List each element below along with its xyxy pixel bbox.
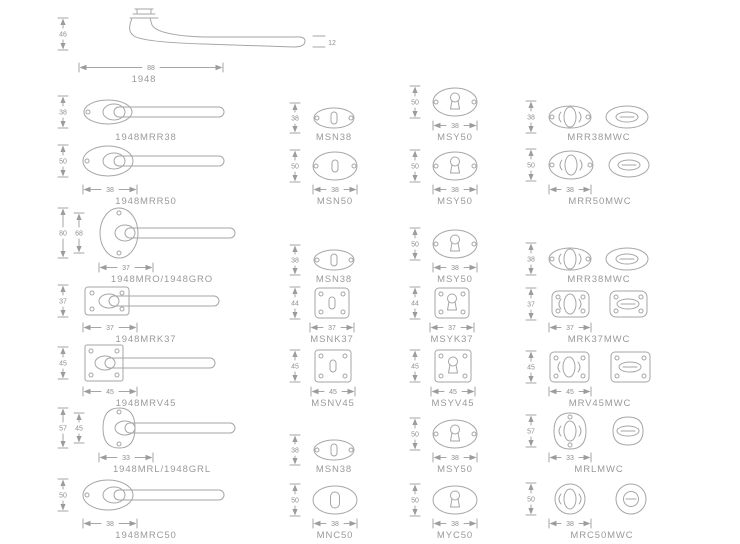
vertical-dimension — [288, 102, 302, 134]
esc-key-oval-38-drawing — [306, 436, 362, 464]
item-label: 1948MRO/1948GRO — [110, 274, 214, 285]
svg-text:38: 38 — [451, 455, 459, 462]
horizontal-dimension — [432, 262, 478, 273]
lever-square-37-drawing — [74, 281, 238, 321]
horizontal-dimension — [82, 322, 138, 333]
vertical-dimensions — [288, 104, 302, 132]
svg-text:45: 45 — [527, 364, 535, 372]
item-label: MSY50 — [437, 196, 473, 207]
svg-text:38: 38 — [331, 521, 339, 528]
vertical-dimension — [524, 100, 538, 134]
catalog-item — [56, 208, 288, 286]
wc-square-37-drawing — [542, 287, 656, 321]
vertical-dimensions — [56, 341, 70, 385]
horizontal-dimension — [432, 184, 478, 195]
item-label: MSNV45 — [311, 398, 355, 409]
svg-text:44: 44 — [411, 300, 419, 308]
catalog-item — [408, 410, 524, 476]
vertical-dimension — [524, 148, 538, 182]
item-label: MRR38MWC — [567, 132, 631, 143]
vertical-dimensions — [56, 205, 86, 261]
vertical-dimension — [524, 414, 538, 448]
esc-cyl-oval-50-drawing — [426, 417, 484, 451]
catalog-item — [408, 208, 524, 286]
catalog-item — [524, 346, 724, 410]
catalog-item — [408, 144, 524, 208]
catalog-item — [408, 476, 524, 542]
vertical-dimensions — [524, 411, 538, 451]
vertical-dimensions — [408, 483, 422, 517]
vertical-dimensions — [524, 147, 538, 183]
vertical-dimension — [408, 483, 422, 517]
horizontal-dimension — [432, 518, 478, 529]
item-label: MSYK37 — [430, 334, 474, 345]
vertical-dimension — [56, 95, 70, 129]
vertical-dimensions — [408, 227, 422, 261]
item-label: MRR38MWC — [567, 274, 631, 285]
item-label: 1948MRC50 — [115, 530, 177, 541]
catalog-item — [56, 346, 288, 410]
svg-text:38: 38 — [566, 521, 574, 528]
lever-round-50-drawing — [74, 139, 238, 183]
vertical-dimensions — [288, 347, 302, 385]
vertical-dimension — [288, 149, 302, 183]
item-label: MSN38 — [315, 132, 353, 143]
vertical-dimension — [288, 483, 302, 517]
vertical-dimension — [524, 350, 538, 384]
svg-text:80: 80 — [59, 230, 67, 238]
catalog-item — [56, 476, 288, 542]
svg-text:45: 45 — [291, 363, 299, 371]
vertical-dimensions — [408, 285, 422, 321]
svg-text:38: 38 — [451, 187, 459, 194]
item-label: MSN50 — [316, 196, 354, 207]
svg-text:38: 38 — [566, 187, 574, 194]
vertical-dimensions — [56, 405, 86, 451]
svg-text:38: 38 — [331, 187, 339, 194]
svg-text:37: 37 — [106, 325, 114, 332]
vertical-dimension — [408, 417, 422, 451]
svg-text:45: 45 — [566, 389, 574, 396]
svg-text:50: 50 — [527, 162, 535, 170]
lever-square-45-drawing — [74, 341, 238, 385]
vertical-dimension — [72, 212, 86, 254]
svg-text:45: 45 — [411, 363, 419, 371]
horizontal-dimension — [430, 386, 476, 397]
svg-text:45: 45 — [329, 389, 337, 396]
esc-key-plain-50-drawing — [306, 483, 364, 517]
svg-text:50: 50 — [411, 431, 419, 439]
esc-cyl-square-44-drawing — [426, 285, 478, 321]
item-label: MNC50 — [316, 530, 354, 541]
horizontal-dimension — [432, 120, 478, 131]
vertical-dimension — [56, 478, 70, 512]
svg-text:38: 38 — [451, 521, 459, 528]
item-label: 1948MRR50 — [115, 196, 177, 207]
item-label: 1948MRK37 — [115, 334, 177, 345]
svg-text:38: 38 — [291, 115, 299, 123]
wc-square-45-drawing — [542, 349, 658, 385]
lever-round-50-drawing — [74, 473, 238, 517]
svg-text:37: 37 — [59, 298, 67, 306]
catalog-item — [56, 86, 288, 144]
catalog-item — [524, 476, 724, 542]
item-label: 1948 — [131, 74, 157, 85]
lever-clover-drawing — [90, 405, 254, 451]
vertical-dimensions — [288, 436, 302, 464]
vertical-dimensions — [524, 481, 538, 517]
catalog-item — [408, 86, 524, 144]
svg-text:50: 50 — [411, 99, 419, 107]
horizontal-dimension — [309, 322, 355, 333]
item-label: MSY50 — [437, 132, 473, 143]
svg-text:38: 38 — [106, 521, 114, 528]
horizontal-dimension — [432, 452, 478, 463]
vertical-dimension — [408, 349, 422, 383]
vertical-dimension — [408, 85, 422, 119]
svg-text:38: 38 — [59, 109, 67, 117]
svg-text:50: 50 — [59, 158, 67, 166]
catalog-item — [408, 346, 524, 410]
svg-text:38: 38 — [527, 256, 535, 264]
esc-cyl-square-45-drawing — [426, 347, 480, 385]
wc-oval-38-drawing — [542, 102, 656, 132]
vertical-dimensions — [56, 7, 70, 61]
svg-text:33: 33 — [122, 455, 130, 462]
svg-text:45: 45 — [59, 360, 67, 368]
esc-key-square-45-drawing — [306, 347, 360, 385]
esc-key-oval-50-drawing — [306, 149, 364, 183]
vertical-dimensions — [408, 347, 422, 385]
horizontal-dimension — [312, 184, 358, 195]
vertical-dimension — [408, 286, 422, 320]
item-label: 1948MRR38 — [115, 132, 177, 143]
horizontal-dimension — [310, 386, 356, 397]
vertical-dimension — [56, 17, 70, 51]
catalog-item — [288, 476, 408, 542]
svg-text:50: 50 — [411, 163, 419, 171]
vertical-dimensions — [408, 85, 422, 119]
horizontal-dimension — [312, 518, 358, 529]
item-label: 1948MRL/1948GRL — [113, 464, 211, 475]
catalog-item — [524, 410, 724, 476]
vertical-dimension — [524, 242, 538, 276]
vertical-dimensions — [288, 149, 302, 183]
esc-key-square-44-drawing — [306, 285, 358, 321]
svg-text:50: 50 — [411, 497, 419, 505]
item-label: MRLMWC — [574, 464, 624, 475]
vertical-dimensions — [56, 281, 70, 321]
item-label: MSY50 — [437, 464, 473, 475]
horizontal-dimension — [548, 184, 592, 195]
svg-text:37: 37 — [328, 325, 336, 332]
horizontal-dimension — [82, 386, 138, 397]
catalog-item — [288, 208, 408, 286]
catalog-header-item — [56, 6, 740, 86]
svg-text:46: 46 — [59, 31, 67, 39]
item-label: MRK37MWC — [567, 334, 631, 345]
wc-oval-50-drawing — [542, 147, 658, 183]
svg-text:38: 38 — [106, 187, 114, 194]
item-label: MSN38 — [315, 274, 353, 285]
svg-text:50: 50 — [411, 241, 419, 249]
vertical-dimension — [56, 144, 70, 178]
vertical-dimensions — [288, 285, 302, 321]
svg-text:45: 45 — [75, 425, 83, 433]
horizontal-dimension — [82, 518, 138, 529]
handle-profile-drawing — [74, 7, 342, 61]
catalog-grid — [56, 86, 740, 542]
wc-clover-drawing — [542, 411, 656, 451]
item-label: MRV45MWC — [568, 398, 632, 409]
catalog-item — [288, 86, 408, 144]
esc-key-oval-38-drawing — [306, 104, 362, 132]
catalog-item — [56, 410, 288, 476]
vertical-dimensions — [524, 287, 538, 321]
horizontal-dimension — [548, 452, 592, 463]
svg-text:57: 57 — [527, 428, 535, 436]
wc-oval-38-drawing — [542, 244, 656, 274]
vertical-dimensions — [524, 244, 538, 274]
svg-text:50: 50 — [59, 492, 67, 500]
svg-text:38: 38 — [451, 123, 459, 130]
svg-text:37: 37 — [122, 265, 130, 272]
horizontal-dimension — [82, 184, 138, 195]
catalog-item — [56, 6, 740, 86]
lever-oval-drawing — [90, 205, 254, 261]
vertical-dimension — [288, 244, 302, 276]
horizontal-dimension — [548, 386, 592, 397]
catalog-item — [408, 286, 524, 346]
svg-text:38: 38 — [451, 265, 459, 272]
svg-text:45: 45 — [449, 389, 457, 396]
vertical-dimensions — [408, 417, 422, 451]
svg-text:12: 12 — [328, 40, 336, 47]
vertical-dimension — [56, 284, 70, 318]
item-label: 1948MRV45 — [115, 398, 177, 409]
catalog-item — [56, 144, 288, 208]
svg-text:88: 88 — [147, 65, 155, 72]
wc-round-50-drawing — [542, 481, 662, 517]
vertical-dimension — [72, 412, 86, 444]
item-label: MYC50 — [436, 530, 474, 541]
horizontal-dimension — [78, 62, 224, 73]
vertical-dimensions — [524, 102, 538, 132]
vertical-dimensions — [288, 483, 302, 517]
svg-text:38: 38 — [291, 447, 299, 455]
svg-text:37: 37 — [448, 325, 456, 332]
esc-key-oval-38-drawing — [306, 246, 362, 274]
svg-text:50: 50 — [291, 163, 299, 171]
item-label: MRC50MWC — [570, 530, 634, 541]
svg-text:37: 37 — [527, 301, 535, 309]
vertical-dimensions — [524, 349, 538, 385]
svg-text:45: 45 — [106, 389, 114, 396]
vertical-dimensions — [56, 473, 70, 517]
item-label: MSY50 — [437, 274, 473, 285]
vertical-dimension — [288, 349, 302, 383]
horizontal-dimension — [548, 518, 592, 529]
item-label: MRR50MWC — [568, 196, 632, 207]
vertical-dimension — [288, 434, 302, 466]
svg-text:50: 50 — [291, 497, 299, 505]
catalog-item — [524, 208, 724, 286]
catalog-item — [288, 286, 408, 346]
esc-cyl-oval-50-drawing — [426, 85, 484, 119]
vertical-dimensions — [56, 92, 70, 132]
svg-text:50: 50 — [527, 496, 535, 504]
vertical-dimension — [524, 287, 538, 321]
vertical-dimension — [56, 207, 70, 259]
catalog-item — [288, 144, 408, 208]
item-label: MSN38 — [315, 464, 353, 475]
item-label: MSNK37 — [310, 334, 354, 345]
horizontal-dimension — [98, 452, 154, 463]
catalog-item — [524, 286, 724, 346]
catalog-item — [288, 346, 408, 410]
catalog-item — [524, 144, 724, 208]
svg-text:38: 38 — [527, 114, 535, 122]
svg-text:33: 33 — [566, 455, 574, 462]
esc-cyl-plain-50-drawing — [426, 483, 484, 517]
svg-text:38: 38 — [291, 257, 299, 265]
horizontal-dimension — [548, 322, 592, 333]
vertical-dimension — [56, 346, 70, 380]
vertical-dimension — [288, 286, 302, 320]
catalog-item — [524, 86, 724, 144]
esc-cyl-oval-50-drawing — [426, 227, 484, 261]
esc-cyl-oval-50-drawing — [426, 149, 484, 183]
vertical-dimensions — [408, 149, 422, 183]
vertical-dimension — [524, 482, 538, 516]
svg-text:68: 68 — [75, 230, 83, 238]
vertical-dimension — [408, 149, 422, 183]
svg-text:57: 57 — [59, 425, 67, 433]
svg-text:37: 37 — [566, 325, 574, 332]
svg-text:44: 44 — [291, 300, 299, 308]
vertical-dimension — [56, 407, 70, 449]
vertical-dimensions — [288, 246, 302, 274]
vertical-dimension — [408, 227, 422, 261]
catalog-item — [56, 286, 288, 346]
vertical-dimensions — [56, 139, 70, 183]
horizontal-dimension — [429, 322, 475, 333]
lever-round-38-drawing — [74, 92, 238, 132]
catalog-item — [288, 410, 408, 476]
item-label: MSYV45 — [431, 398, 475, 409]
horizontal-dimension — [98, 262, 154, 273]
